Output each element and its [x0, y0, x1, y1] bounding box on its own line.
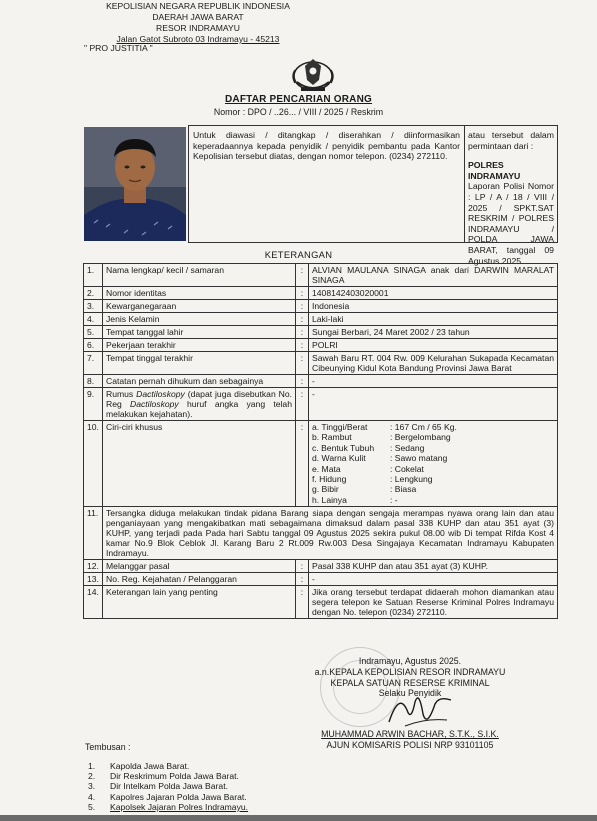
row-label: Melanggar pasal: [103, 560, 296, 573]
label-italic: Dactiloskopy: [130, 399, 179, 409]
letterhead: [83, 1, 313, 45]
signature-line2: KEPALA SATUAN RESERSE KRIMINAL: [330, 677, 490, 688]
scan-edge: [0, 815, 597, 821]
list-text: Dir Reskrimum Polda Jawa Barat.: [110, 771, 239, 782]
trait-value: : Bergelombang: [390, 432, 451, 443]
row-value: Pasal 338 KUHP dan atau 351 ayat (3) KUHP.: [309, 560, 558, 573]
trait-key: f. Hidung: [312, 474, 347, 485]
row-number: 2.: [84, 287, 103, 300]
row-label: [103, 388, 296, 421]
signature-place-date: Indramayu, Agustus 2025.: [358, 656, 462, 666]
row-number: 9.: [84, 388, 103, 421]
header-requester: [465, 125, 558, 266]
row-value: -: [309, 375, 558, 388]
row-label: Nomor identitas: [103, 287, 296, 300]
table-row: [84, 586, 558, 619]
list-item: [88, 781, 248, 791]
table-row: [84, 560, 558, 573]
list-number: 1.: [88, 761, 96, 771]
row-full-text: Tersangka diduga melakukan tindak pidana Barang siapa dengan sengaja merampas nyawa orang lain dan atau penganiayaan yang mengakibatkan mati sebagaimana dimaksud dalam pasal 338 KUHP dan atau 351 ayat (3) KUHP, yang terjadi pada Pada hari Sabtu tanggal 09 Agustus 2025 sekira pukul 08.00 wib Di tempat Rifda Kost 4 kamar No.9 Blok Ceblok Jl. Karang Baru 2 Rt.009 Rw.003 Desa Singajaya Kecamatan Indramayu Kabupaten Indramayu.: [103, 507, 558, 560]
letterhead-address: Jalan Gatot Subroto 03 Indramayu - 45213: [116, 34, 280, 44]
row-separator: :: [296, 326, 309, 339]
trait-key: g. Bibir: [312, 484, 339, 495]
row-number: 7.: [84, 352, 103, 375]
table-row: [84, 507, 558, 560]
letterhead-line1: KEPOLISIAN NEGARA REPUBLIK INDONESIA: [106, 1, 290, 11]
row-separator: :: [296, 352, 309, 375]
table-row: [84, 421, 558, 507]
table-row: [84, 287, 558, 300]
row-value: -: [309, 388, 558, 421]
details-table: [83, 263, 558, 619]
list-number: 4.: [88, 791, 96, 802]
requester-intro: atau tersebut dalam permintaan dari :: [468, 130, 554, 151]
table-row: [84, 339, 558, 352]
list-text: Kapolres Jajaran Polda Jawa Barat.: [110, 791, 247, 802]
row-label: Keterangan lain yang penting: [103, 586, 296, 619]
trait-key: e. Mata: [312, 463, 341, 474]
row-separator: :: [296, 339, 309, 352]
row-value: 1408142403020001: [309, 287, 558, 300]
list-item: [88, 802, 248, 812]
trait-value: : Sawo matang: [390, 453, 448, 464]
row-value: Laki-laki: [309, 313, 558, 326]
row-separator: :: [296, 388, 309, 421]
label-italic: Dactiloskopy: [136, 389, 185, 399]
table-row: [84, 264, 558, 287]
row-value: Sawah Baru RT. 004 Rw. 009 Kelurahan Sukapada Kecamatan Cibeunying Kidul Kota Bandung Provinsi Jawa Barat: [309, 352, 558, 375]
row-value: ALVIAN MAULANA SINAGA anak dari DARWIN MARALAT SINAGA: [309, 264, 558, 287]
trait-value: : Lengkung: [390, 474, 433, 485]
row-label: Jenis Kelamin: [103, 313, 296, 326]
trait-value: : Biasa: [390, 484, 417, 495]
row-separator: :: [296, 300, 309, 313]
row-value: -: [309, 573, 558, 586]
row-label: Catatan pernah dihukum dan sebagainya: [103, 375, 296, 388]
table-row: [84, 300, 558, 313]
label-text: (dapat juga disebutkan No. Reg: [106, 389, 292, 409]
signatory-rank: AJUN KOMISARIS POLISI NRP 93101105: [326, 739, 494, 750]
title-block: [0, 94, 597, 117]
row-separator: :: [296, 264, 309, 287]
page-title: DAFTAR PENCARIAN ORANG: [225, 94, 372, 105]
table-row: [84, 375, 558, 388]
person-photo-icon: [84, 127, 186, 241]
list-number: 5.: [88, 801, 96, 812]
list-item: [88, 771, 248, 781]
row-number: 14.: [84, 586, 103, 619]
document-number: Nomor : DPO / ..26... / VIII / 2025 / Reskrim: [213, 106, 384, 117]
section-heading: KETERANGAN: [264, 249, 333, 260]
list-number: 2.: [88, 771, 96, 782]
row-number: 5.: [84, 326, 103, 339]
row-number: 4.: [84, 313, 103, 326]
trait-value: : -: [390, 494, 398, 505]
trait-key: a. Tinggi/Berat: [312, 422, 368, 432]
letterhead-line3: RESOR INDRAMAYU: [156, 23, 240, 33]
row-label: Tempat tinggal terakhir: [103, 352, 296, 375]
row-separator: :: [296, 560, 309, 573]
table-row: [84, 352, 558, 375]
trait-value: : 167 Cm / 65 Kg.: [390, 422, 457, 432]
row-separator: :: [296, 421, 309, 507]
table-row: [84, 388, 558, 421]
list-text: Dir Intelkam Polda Jawa Barat.: [110, 781, 228, 792]
row-number: 13.: [84, 573, 103, 586]
label-text: huruf angka yang telah melakukan kejahatan).: [106, 399, 292, 419]
row-label: Ciri-ciri khusus: [103, 421, 296, 507]
table-row: [84, 326, 558, 339]
physical-traits: [312, 422, 554, 505]
row-value: POLRI: [309, 339, 558, 352]
signatory-name: MUHAMMAD ARWIN BACHAR, S.T.K., S.I.K.: [321, 729, 499, 740]
trait-value: : Sedang: [390, 442, 425, 453]
row-value: Sungai Berbari, 24 Maret 2002 / 23 tahun: [309, 326, 558, 339]
signature-line3: Selaku Penyidik: [378, 688, 442, 699]
list-item: [88, 792, 248, 802]
handwritten-signature-icon: [385, 688, 455, 730]
tembusan-list: [88, 761, 248, 812]
row-separator: :: [296, 287, 309, 300]
row-number: 12.: [84, 560, 103, 573]
table-row: [84, 573, 558, 586]
trait-key: b. Rambut: [312, 432, 352, 443]
row-label: Tempat tanggal lahir: [103, 326, 296, 339]
row-number: 1.: [84, 264, 103, 287]
label-text: Rumus: [106, 389, 137, 399]
tembusan-label: Tembusan :: [85, 742, 131, 752]
signature-line1: a.n.KEPALA KEPOLISIAN RESOR INDRAMAYU: [314, 666, 506, 677]
row-label: Nama lengkap/ kecil / samaran: [103, 264, 296, 287]
header-instruction: Untuk diawasi / ditangkap / diserahkan / diinformasikan keperadaannya kepada penyidik / penyidik pembantu pada Kantor Kepolisian tersebut diatas, dengan nomor telepon. (0234) 272110.: [188, 125, 465, 243]
row-value: Jika orang tersebut terdapat didaerah mohon diamankan atau segera telepon ke Satuan Reserse Kriminal Polres Indramayu dengan No. telepon (0234) 272110.: [309, 586, 558, 619]
trait-value: : Cokelat: [390, 463, 424, 474]
row-value: [309, 421, 558, 507]
row-label: Kewarganegaraan: [103, 300, 296, 313]
row-number: 11.: [84, 507, 103, 560]
suspect-photo: [84, 127, 186, 241]
row-number: 8.: [84, 375, 103, 388]
requester-polres: POLRES INDRAMAYU: [468, 160, 521, 181]
table-row: [84, 313, 558, 326]
pro-justitia: " PRO JUSTITIA ": [84, 43, 153, 53]
row-label: Pekerjaan terakhir: [103, 339, 296, 352]
list-text: Kapolda Jawa Barat.: [110, 761, 190, 771]
list-number: 3.: [88, 781, 96, 792]
trait-key: h. Lainya: [312, 494, 347, 505]
trait-key: d. Warna Kulit: [312, 453, 366, 464]
trait-key: c. Bentuk Tubuh: [312, 442, 375, 453]
row-separator: :: [296, 573, 309, 586]
row-number: 10.: [84, 421, 103, 507]
police-emblem-icon: [283, 56, 343, 94]
row-separator: :: [296, 586, 309, 619]
row-number: 3.: [84, 300, 103, 313]
row-separator: :: [296, 313, 309, 326]
row-separator: :: [296, 375, 309, 388]
letterhead-line2: DAERAH JAWA BARAT: [152, 12, 244, 22]
list-text: Kapolsek Jajaran Polres Indramayu.: [110, 801, 249, 812]
row-number: 6.: [84, 339, 103, 352]
requester-laporan: Laporan Polisi Nomor : LP / A / 18 / VIII / 2025 / SPKT.SAT RESKRIM / POLRES INDRAMAYU / POLDA JAWA BARAT, tanggal 09 Agustus 2025.: [468, 181, 554, 266]
row-value: Indonesia: [309, 300, 558, 313]
row-label: No. Reg. Kejahatan / Pelanggaran: [103, 573, 296, 586]
list-item: [88, 761, 248, 771]
